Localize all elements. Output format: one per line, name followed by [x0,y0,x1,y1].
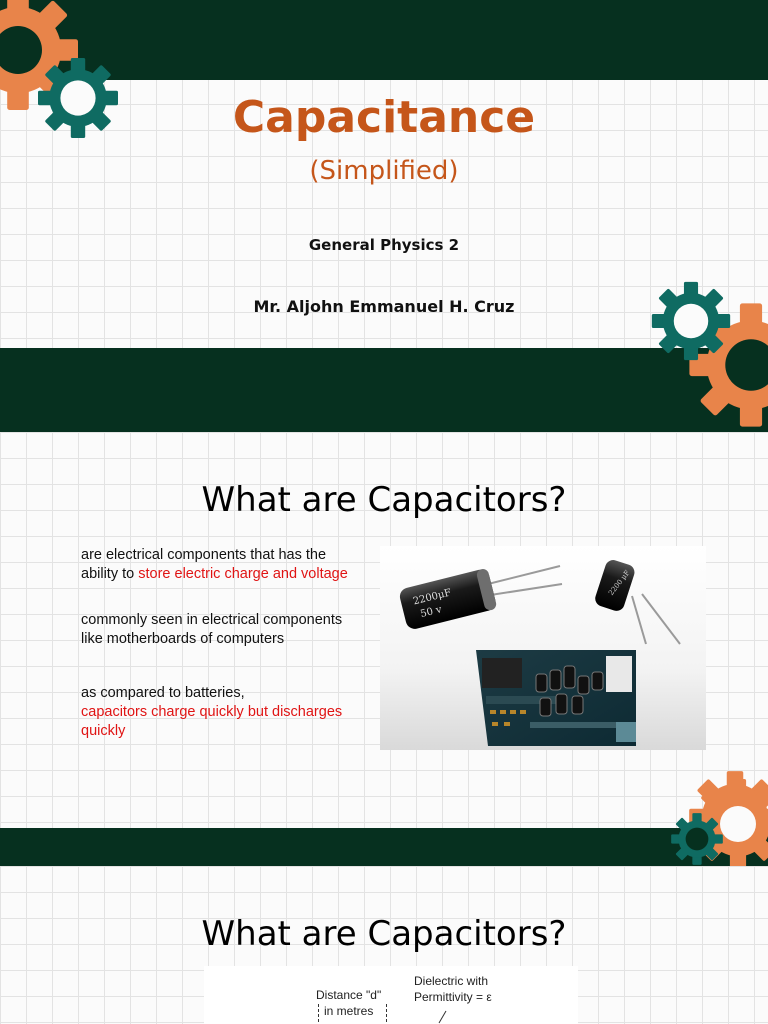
highlighted-text: store electric charge and voltage [138,566,348,582]
teal-gear-icon [666,808,728,870]
slide-title [0,0,768,432]
capacitor-photo [380,546,706,750]
distance-unit-label: in metres [324,1004,374,1018]
teacher-name: Mr. Aljohn Emmanuel H. Cruz [253,297,515,316]
slide-heading: What are Capacitors? [201,914,567,954]
dielectric-label: Dielectric with [414,974,489,988]
capacitor-diagram [204,966,578,1024]
distance-label: Distance "d" [316,988,382,1002]
capacitor-label: 50 v [419,604,443,621]
distance-bracket [318,1004,320,1022]
bullet-point: are electrical components that has the ability to store electric charge and voltage [81,547,348,582]
capacitor-label: 2200 μF [607,568,632,598]
bullet-point: commonly seen in electrical components like motherboards of computers [81,612,343,647]
highlighted-text: capacitors charge quickly but discharges quickly [81,704,343,739]
divider-band [0,828,768,866]
motherboard-image [476,650,636,746]
teal-gear-icon [644,274,738,368]
presentation-title: Capacitance [232,92,536,143]
subject-name: General Physics 2 [308,236,460,254]
pointer-line [439,1011,447,1024]
bullet-point: as compared to batteries, capacitors charge quickly but discharges quickly [81,685,343,739]
capacitor-label: 2200μF [412,587,453,608]
permittivity-label: Permittivity = ε [414,990,492,1004]
presentation-subtitle: (Simplified) [309,156,459,186]
slide-heading: What are Capacitors? [201,480,567,520]
distance-bracket [386,1004,388,1022]
